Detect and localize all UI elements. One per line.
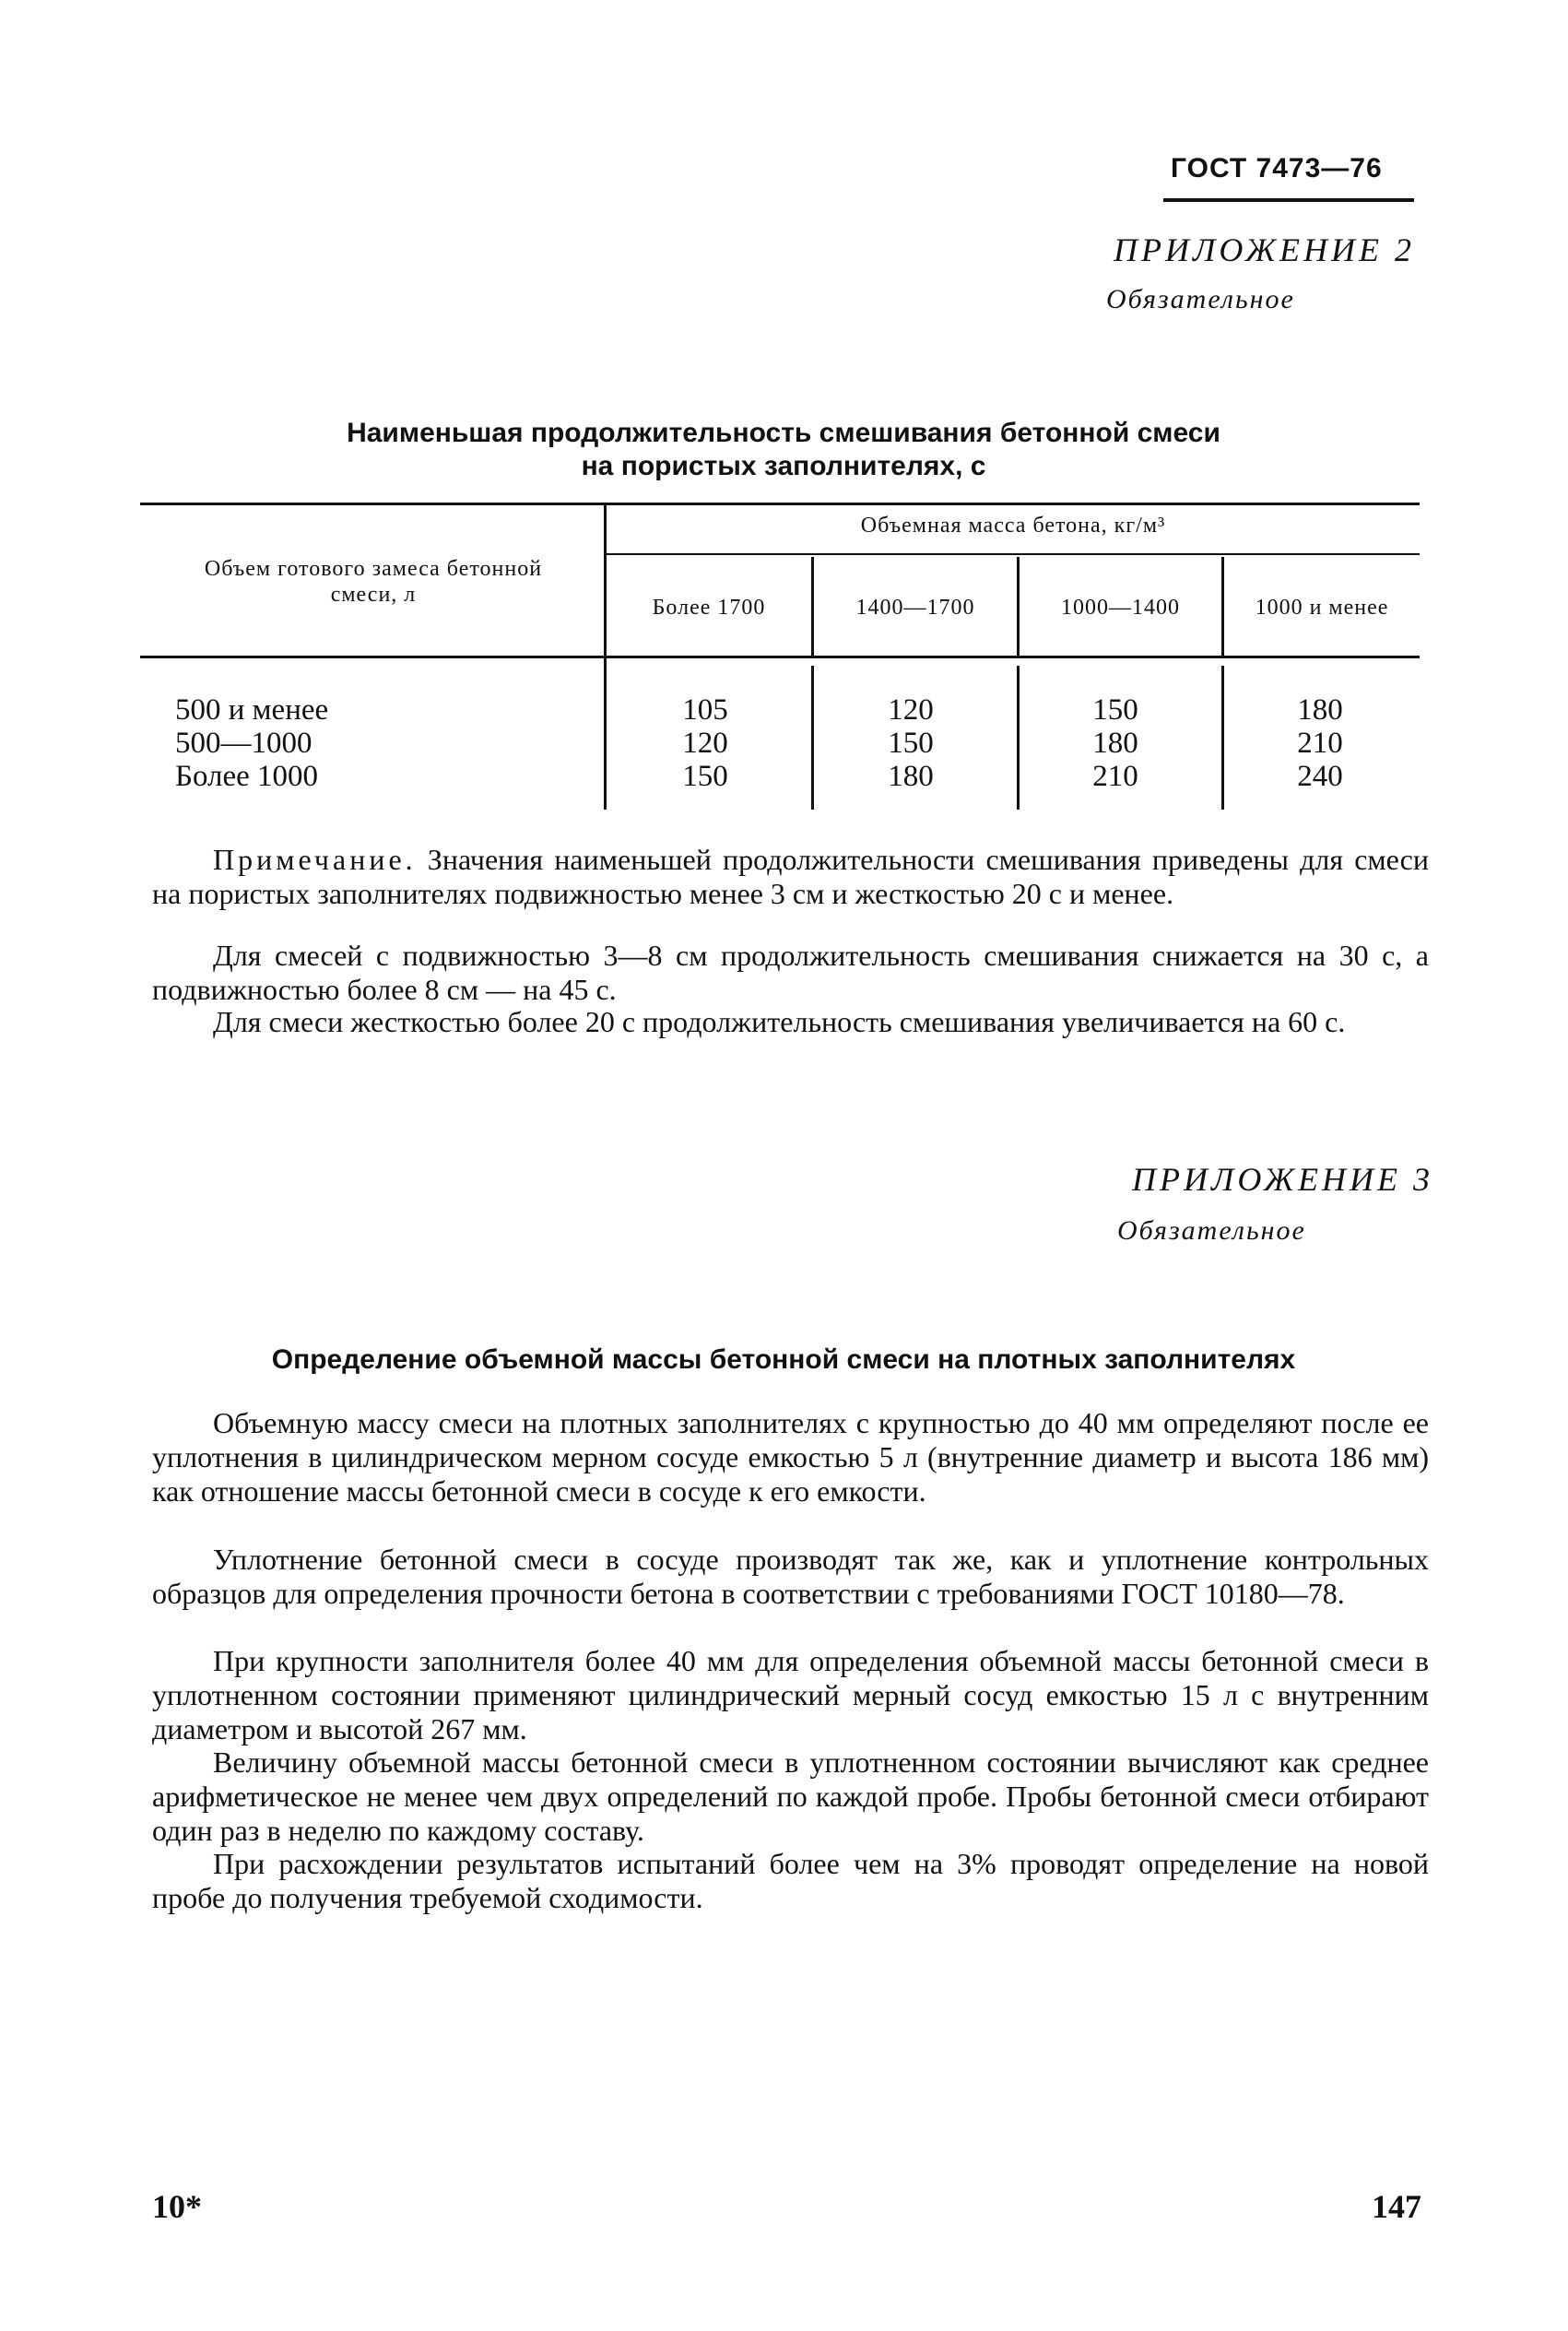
table-cell: 180 bbox=[1297, 693, 1343, 727]
header-bottom-rule bbox=[140, 656, 1420, 658]
footer-mark: 10* bbox=[152, 2188, 202, 2225]
column-header: 1000 и менее bbox=[1255, 596, 1389, 620]
table-cell: 180 bbox=[1092, 727, 1138, 760]
appendix-2-subtitle: Обязательное bbox=[1106, 284, 1295, 314]
table-row-label: 500 и менее bbox=[175, 693, 329, 727]
table-cell: 120 bbox=[888, 693, 934, 727]
table-cell: 210 bbox=[1092, 760, 1138, 793]
table-col-divider bbox=[1017, 666, 1020, 810]
body-paragraph: Уплотнение бетонной смеси в сосуде производят так же, как и уплотнение контрольных образцов для определения прочности бетона в соответствии с требованиями ГОСТ 10180—78. bbox=[152, 1543, 1429, 1610]
section-title: Определение объемной массы бетонной смеси на плотных заполнителях bbox=[271, 1344, 1296, 1375]
table-cell: 150 bbox=[1092, 693, 1138, 727]
body-paragraph: При крупности заполнителя более 40 мм для определения объемной массы бетонной смеси в уплотненном состоянии применяют цилиндрический мерный сосуд емкостью 15 л с внутренним диаметром и высотой 267 мм. bbox=[152, 1644, 1429, 1745]
appendix-3-subtitle: Обязательное bbox=[1117, 1215, 1306, 1246]
note-paragraph: Для смеси жесткостью более 20 с продолжительность смешивания увеличивается на 60 с. bbox=[213, 1005, 1346, 1038]
table-row-label: 500—1000 bbox=[175, 727, 312, 760]
table-col-divider bbox=[604, 505, 607, 810]
table-title-line-1: Наименьшая продолжительность смешивания бетонной смеси bbox=[347, 418, 1220, 448]
table-top-rule bbox=[140, 503, 1420, 505]
column-header: 1000—1400 bbox=[1061, 596, 1180, 620]
body-paragraph: При расхождении результатов испытаний более чем на 3% проводят определение на новой пробе до получения требуемой сходимости. bbox=[152, 1847, 1429, 1914]
table-cell: 120 bbox=[682, 727, 728, 760]
header-rule bbox=[1163, 198, 1414, 202]
table-cell: 180 bbox=[888, 760, 934, 793]
table-col-divider bbox=[811, 666, 814, 810]
body-paragraph: Величину объемной массы бетонной смеси в уплотненном состоянии вычисляют как среднее арифметическое не менее чем двух определений по каждой пробе. Пробы бетонной смеси отбирают один раз в неделю по каждому составу. bbox=[152, 1745, 1429, 1847]
table-cell: 240 bbox=[1297, 760, 1343, 793]
table-cell: 150 bbox=[682, 760, 728, 793]
column-header: 1400—1700 bbox=[855, 596, 975, 620]
row-header: Объем готового замеса бетонной смеси, л bbox=[204, 557, 543, 607]
table-col-divider bbox=[1221, 666, 1224, 810]
note-paragraph: Для смесей с подвижностью 3—8 см продолжительность смешивания снижается на 30 с, а подвижностью более 8 см — на 45 с. bbox=[152, 939, 1429, 1006]
document-code: ГОСТ 7473—76 bbox=[1171, 153, 1383, 183]
table-row-label: Более 1000 bbox=[175, 760, 319, 793]
table-cell: 105 bbox=[682, 693, 728, 727]
table-cell: 150 bbox=[888, 727, 934, 760]
note-text: Значения наименьшей продолжительности смешивания приведены для смеси на пористых заполнителях подвижностью менее 3 см и жесткостью 20 с и менее. bbox=[152, 843, 1430, 910]
note-label: Примечание. bbox=[213, 843, 417, 876]
table-title-line-2: на пористых заполнителях, с bbox=[581, 451, 986, 481]
table-note bbox=[152, 843, 1429, 911]
body-paragraph: Объемную массу смеси на плотных заполнителях с крупностью до 40 мм определяют после ее уплотнения в цилиндрическом мерном сосуде емкостью 5 л (внутренние диаметр и высота 186 мм) как отношение массы бетонной смеси в сосуде к его емкости. bbox=[152, 1406, 1429, 1508]
column-header: Более 1700 bbox=[652, 596, 766, 620]
page-number: 147 bbox=[1372, 2188, 1421, 2225]
group-header-rule bbox=[604, 553, 1420, 555]
table-cell: 210 bbox=[1297, 727, 1343, 760]
group-header: Объемная масса бетона, кг/м³ bbox=[860, 514, 1166, 538]
appendix-2-title: ПРИЛОЖЕНИЕ 2 bbox=[1114, 231, 1415, 268]
appendix-3-title: ПРИЛОЖЕНИЕ 3 bbox=[1132, 1161, 1433, 1198]
